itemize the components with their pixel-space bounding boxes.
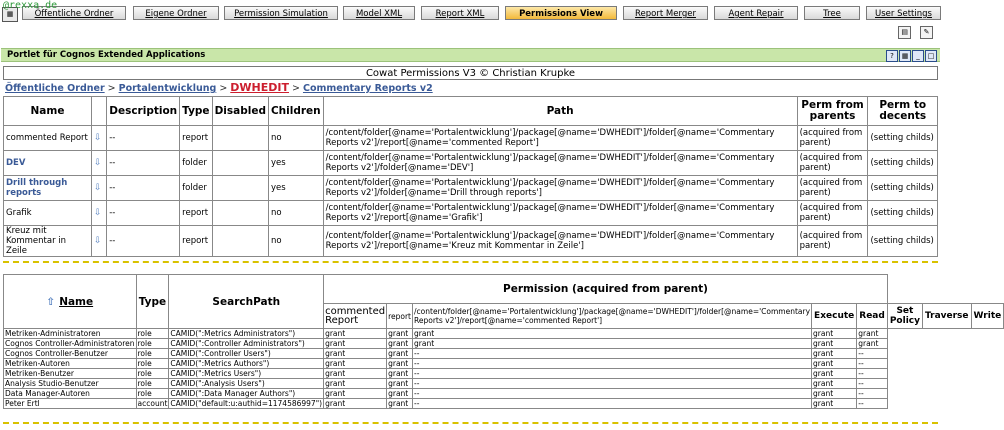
perm-col-permission: Permission (acquired from parent) [324, 275, 888, 304]
row-name: Grafik [4, 201, 92, 226]
row-arrow[interactable] [91, 176, 106, 201]
row-arrow[interactable] [91, 201, 106, 226]
main-searchpath: /content/folder[@name='Portalentwicklung']/package[@name='DWHEDIT']/folder[@name='Commentary Reports v2']/report[@name='commented Report'] [413, 304, 812, 329]
perm-name: Metriken-Administratoren [4, 329, 137, 339]
perm-type: role [136, 339, 169, 349]
perm-type: role [136, 349, 169, 359]
tab-permissions-view[interactable] [505, 6, 617, 20]
perm-write: -- [857, 369, 888, 379]
col-path: Path [323, 97, 797, 126]
perm-traverse: grant [812, 399, 857, 409]
table-row [4, 349, 1004, 359]
perm-searchpath: CAMID(":Metrics Authors") [169, 359, 324, 369]
perm-searchpath: CAMID(":Controller Administrators") [169, 339, 324, 349]
row-children: no [268, 226, 323, 257]
perm-searchpath: CAMID(":Metrics Administrators") [169, 329, 324, 339]
content-frame [3, 66, 1002, 428]
perm-write: -- [857, 379, 888, 389]
row-description: -- [107, 201, 180, 226]
col-name[interactable]: Name [4, 97, 92, 126]
row-perm-decents: (setting childs) [868, 176, 938, 201]
row-disabled [212, 176, 268, 201]
portlet-edit-icon[interactable]: ▦ [899, 50, 911, 62]
tab-user-settings[interactable] [866, 6, 941, 20]
perm-set-policy: -- [413, 379, 812, 389]
arrow-down-icon[interactable]: ⇩ [93, 236, 102, 246]
row-type: report [180, 126, 212, 151]
perm-traverse: grant [812, 349, 857, 359]
row-children: yes [268, 176, 323, 201]
col-perm-from-parents: Perm from parents [797, 97, 868, 126]
row-name [4, 151, 92, 176]
perm-read: grant [387, 339, 413, 349]
row-perm-parents: (acquired from parent) [797, 201, 868, 226]
arrow-up-icon[interactable]: ⇧ [46, 295, 56, 308]
main-type: report [387, 304, 413, 329]
row-name [4, 176, 92, 201]
row-arrow[interactable] [91, 126, 106, 151]
tab-report-xml[interactable] [421, 6, 499, 20]
perm-col-type: Type [136, 275, 169, 329]
children-header-row [4, 97, 938, 126]
perm-read: grant [387, 389, 413, 399]
perm-execute: grant [324, 329, 387, 339]
row-disabled [212, 226, 268, 257]
row-name-link[interactable]: DEV [6, 158, 26, 168]
tab-tree[interactable] [804, 6, 860, 20]
perm-traverse: grant [812, 389, 857, 399]
perm-col-read: Read [857, 304, 888, 329]
tab-label: Report XML [435, 9, 485, 19]
row-disabled [212, 126, 268, 151]
permissions-table [3, 274, 1004, 409]
row-perm-parents: (acquired from parent) [797, 176, 868, 201]
perm-read: grant [387, 379, 413, 389]
minimize-icon[interactable]: _ [912, 50, 924, 62]
row-description: -- [107, 176, 180, 201]
perm-write: -- [857, 359, 888, 369]
row-description: -- [107, 151, 180, 176]
table-row [4, 176, 938, 201]
perm-execute: grant [324, 399, 387, 409]
properties-icon[interactable]: ▤ [898, 26, 911, 39]
tab-eigene-ordner[interactable] [133, 6, 219, 20]
row-type: folder [180, 151, 212, 176]
perm-read: grant [387, 329, 413, 339]
perm-execute: grant [324, 389, 387, 399]
arrow-down-icon[interactable]: ⇩ [93, 133, 102, 143]
tab-agent-repair[interactable] [714, 6, 798, 20]
row-name: Kreuz mit Kommentar in Zeile [4, 226, 92, 257]
col-children: Children [268, 97, 323, 126]
tab-label: User Settings [875, 9, 932, 19]
perm-write: grant [857, 339, 888, 349]
table-row [4, 226, 938, 257]
perm-col-traverse: Traverse [922, 304, 971, 329]
section-divider [3, 261, 938, 266]
arrow-down-icon[interactable]: ⇩ [93, 208, 102, 218]
perm-name: Analysis Studio-Benutzer [4, 379, 137, 389]
perm-set-policy: -- [413, 359, 812, 369]
tab-report-merger[interactable] [623, 6, 708, 20]
watermark-text: @rexxa.de [3, 0, 58, 11]
arrow-down-icon[interactable]: ⇩ [93, 158, 102, 168]
row-description: -- [107, 226, 180, 257]
toolbar [892, 26, 933, 38]
row-type: folder [180, 176, 212, 201]
table-row [4, 329, 1004, 339]
row-disabled [212, 201, 268, 226]
perm-searchpath: CAMID("default:u:authid=1174586997") [170, 399, 323, 408]
perm-set-policy: -- [413, 349, 812, 359]
row-arrow[interactable] [91, 151, 106, 176]
row-perm-parents: (acquired from parent) [797, 126, 868, 151]
perm-name: Metriken-Autoren [4, 359, 137, 369]
row-type: report [180, 226, 212, 257]
perm-traverse: grant [812, 329, 857, 339]
row-perm-decents: (setting childs) [868, 226, 938, 257]
table-row [4, 151, 938, 176]
table-row [4, 201, 938, 226]
table-row [4, 379, 1004, 389]
row-name-link[interactable]: Drill through reports [6, 178, 68, 198]
crumb-separator: > [107, 83, 116, 94]
portlet-title: Portlet für Cognos Extended Applications [7, 50, 206, 60]
perm-execute: grant [324, 369, 387, 379]
perm-set-policy: grant [413, 329, 812, 339]
perm-name: Data Manager-Autoren [4, 389, 137, 399]
perm-col-set-policy: Set Policy [887, 304, 922, 329]
perm-searchpath: CAMID(":Metrics Users") [169, 369, 324, 379]
section-divider [3, 422, 938, 427]
portlet-header [1, 48, 940, 62]
perm-set-policy: -- [413, 389, 812, 399]
perm-name: Metriken-Benutzer [4, 369, 137, 379]
perm-traverse: grant [812, 379, 857, 389]
perm-write: -- [857, 399, 888, 409]
perm-write: grant [857, 329, 888, 339]
row-disabled [212, 151, 268, 176]
row-perm-decents: (setting childs) [868, 126, 938, 151]
perm-read: grant [387, 369, 413, 379]
perm-execute: grant [324, 359, 387, 369]
perm-read: grant [387, 399, 413, 409]
col-arrow [91, 97, 106, 126]
row-path: /content/folder[@name='Portalentwicklung']/package[@name='DWHEDIT']/folder[@name='Commentary Reports v2']/report[@name='Kreuz mit Kommentar in Zeile'] [323, 226, 797, 257]
perm-type: role [136, 369, 169, 379]
arrow-down-icon[interactable]: ⇩ [93, 183, 102, 193]
perm-col-write: Write [971, 304, 1004, 329]
table-row [4, 359, 1004, 369]
perm-read: grant [387, 359, 413, 369]
row-description: -- [107, 126, 180, 151]
row-path: /content/folder[@name='Portalentwicklung']/package[@name='DWHEDIT']/folder[@name='Commentary Reports v2']/folder[@name='Drill through reports'] [323, 176, 797, 201]
row-name: commented Report [4, 126, 92, 151]
maximize-icon[interactable]: □ [925, 50, 937, 62]
row-children: yes [268, 151, 323, 176]
perm-searchpath: CAMID(":Controller Users") [169, 349, 324, 359]
col-perm-to-decents: Perm to decents [868, 97, 938, 126]
main-name: commented Report [324, 304, 387, 329]
row-type: report [180, 201, 212, 226]
page-title: Cowat Permissions V3 © Christian Krupke [3, 66, 938, 80]
row-perm-parents: (acquired from parent) [797, 226, 868, 257]
perm-col-name[interactable] [4, 275, 137, 329]
perm-execute: grant [324, 379, 387, 389]
perm-traverse: grant [812, 369, 857, 379]
table-row [4, 369, 1004, 379]
table-row [4, 339, 1004, 349]
perm-execute: grant [324, 349, 387, 359]
perm-write: -- [857, 349, 888, 359]
perm-col-searchpath: SearchPath [169, 275, 324, 329]
tab-bar [0, 6, 941, 22]
perm-traverse: grant [812, 339, 857, 349]
tab-label: Agent Repair [728, 9, 784, 19]
perm-searchpath: CAMID(":Data Manager Authors") [169, 389, 324, 399]
col-type: Type [180, 97, 212, 126]
perm-type: role [136, 379, 169, 389]
col-description: Description [107, 97, 180, 126]
tab-permission-simulation[interactable] [224, 6, 338, 20]
perm-execute: grant [324, 339, 387, 349]
row-perm-parents: (acquired from parent) [797, 151, 868, 176]
perm-read: grant [387, 349, 413, 359]
row-path: /content/folder[@name='Portalentwicklung']/package[@name='DWHEDIT']/folder[@name='Commentary Reports v2']/folder[@name='DEV'] [323, 151, 797, 176]
perm-name: Peter Ertl [4, 399, 137, 409]
crumb-portalentwicklung[interactable]: Portalentwicklung [118, 83, 217, 94]
table-row [4, 126, 938, 151]
help-icon[interactable]: ? [886, 50, 898, 62]
tab-label: Tree [823, 9, 841, 19]
perm-type: role [136, 389, 169, 399]
perm-searchpath: CAMID(":Analysis Users") [169, 379, 324, 389]
app-grid-icon[interactable]: ▦ [2, 7, 18, 22]
tab-label: Model XML [355, 9, 403, 19]
children-table [3, 96, 938, 257]
tab-label: Eigene Ordner [145, 9, 207, 19]
row-children: no [268, 126, 323, 151]
row-path: /content/folder[@name='Portalentwicklung']/package[@name='DWHEDIT']/folder[@name='Commentary Reports v2']/report[@name='commented Report'] [323, 126, 797, 151]
perm-set-policy: -- [413, 399, 812, 409]
row-perm-decents: (setting childs) [868, 201, 938, 226]
perm-type: role [136, 329, 169, 339]
perm-type: role [136, 359, 169, 369]
crumb-oeffentliche-ordner[interactable]: Öffentliche Ordner [5, 83, 105, 94]
edit-icon[interactable]: ✎ [920, 26, 933, 39]
row-perm-decents: (setting childs) [868, 151, 938, 176]
row-arrow[interactable] [91, 226, 106, 257]
tab-label: Permission Simulation [234, 9, 328, 19]
crumb-dwhedit[interactable]: DWHEDIT [230, 81, 289, 94]
perm-traverse: grant [812, 359, 857, 369]
perm-name: Cognos Controller-Benutzer [4, 349, 137, 359]
perm-set-policy: grant [413, 339, 812, 349]
perm-write: -- [857, 389, 888, 399]
perm-type: account [137, 399, 168, 408]
tab-label: Report Merger [635, 9, 696, 19]
crumb-separator: > [292, 83, 300, 94]
permissions-header-row [4, 275, 1004, 304]
perm-name: Cognos Controller-Administratoren [5, 339, 135, 348]
perm-set-policy: -- [413, 369, 812, 379]
sort-by-name-link[interactable]: Name [59, 295, 94, 308]
crumb-commentary-reports[interactable]: Commentary Reports v2 [302, 83, 433, 94]
crumb-separator: > [219, 83, 228, 94]
col-disabled: Disabled [212, 97, 268, 126]
breadcrumb [5, 81, 433, 94]
row-children: no [268, 201, 323, 226]
perm-col-execute: Execute [812, 304, 857, 329]
table-row [4, 399, 1004, 409]
row-path: /content/folder[@name='Portalentwicklung']/package[@name='DWHEDIT']/folder[@name='Commentary Reports v2']/report[@name='Grafik'] [323, 201, 797, 226]
tab-model-xml[interactable] [343, 6, 415, 20]
tab-label: Permissions View [519, 9, 603, 19]
tab-label: Öffentliche Ordner [34, 9, 114, 19]
table-row [4, 389, 1004, 399]
